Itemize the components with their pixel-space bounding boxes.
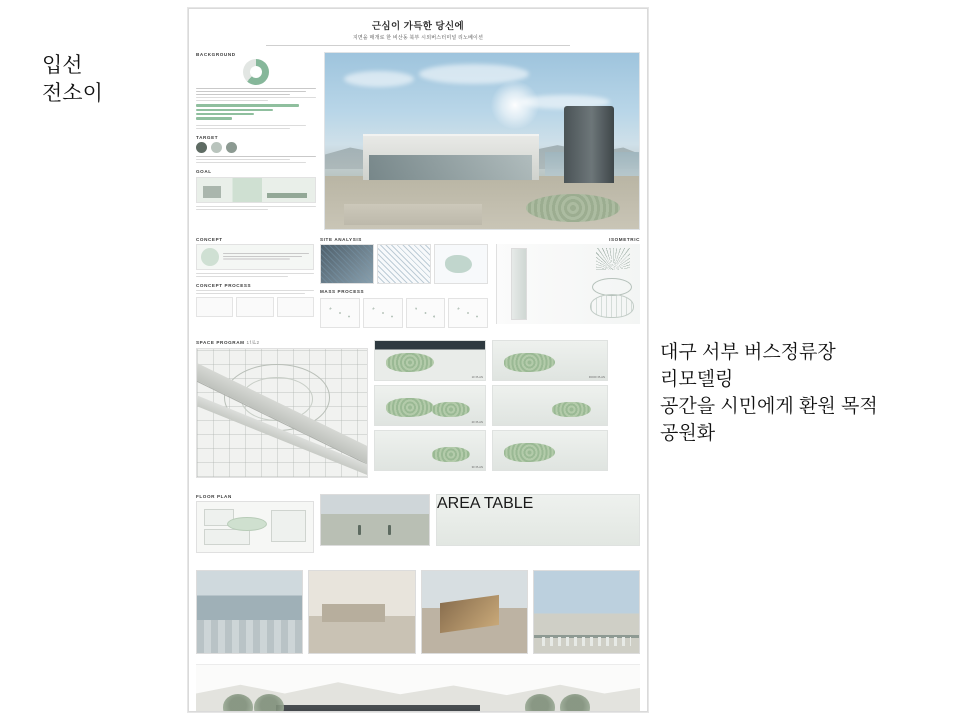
poster-image xyxy=(188,8,648,712)
right-annotation-line-2: 리모델링 xyxy=(660,368,734,390)
isometric-core-tube xyxy=(511,248,527,320)
right-annotation-line-1: 대구 서부 버스정류장 xyxy=(660,342,836,363)
text-line xyxy=(196,91,306,92)
background-bar-chart xyxy=(196,104,316,120)
target-dot-icon xyxy=(226,142,237,153)
target-dot-icon xyxy=(211,142,222,153)
concept-column xyxy=(196,237,314,317)
poster-row-floor-plan xyxy=(196,494,640,560)
floor-plan-oval-feature xyxy=(227,517,266,531)
text-line xyxy=(196,290,314,291)
node-diagram xyxy=(410,302,442,324)
floor-plan-column xyxy=(196,494,314,553)
text-line xyxy=(196,162,306,163)
green-area-shape xyxy=(552,402,591,418)
thumb-caption: ROOF PLAN xyxy=(588,375,605,379)
concept-process-steps xyxy=(196,297,314,317)
text-line xyxy=(196,94,290,95)
render-photo xyxy=(196,570,303,654)
background-donut-chart xyxy=(243,59,269,85)
text-line xyxy=(196,128,290,129)
text-line xyxy=(196,276,288,277)
program-plan-thumb xyxy=(374,385,486,426)
elevation-drawing xyxy=(196,664,640,712)
space-program-label: SPACE PROGRAM xyxy=(196,340,245,345)
concept-text-lines xyxy=(223,253,309,262)
isometric-spiral-shape xyxy=(590,294,634,318)
text-line xyxy=(196,209,268,210)
program-plan-thumb xyxy=(492,385,608,426)
text-line xyxy=(196,206,316,207)
program-thumbs-column-b xyxy=(492,340,640,475)
isometric-burst-icon xyxy=(596,248,630,270)
tree-crown xyxy=(223,694,253,712)
thumb-caption: 2F PLAN xyxy=(471,420,483,424)
plaza-paving xyxy=(344,204,482,225)
text-line xyxy=(196,156,316,157)
render-photo xyxy=(421,570,528,654)
section-label-concept-process: CONCEPT PROCESS xyxy=(196,283,252,289)
mass-process-step xyxy=(406,298,446,328)
text-line xyxy=(223,256,302,257)
mass-process-row xyxy=(320,298,488,328)
elevation-building-mass xyxy=(276,705,480,712)
chart-bar xyxy=(196,104,299,106)
person-silhouette xyxy=(358,525,361,535)
text-line xyxy=(223,258,290,259)
program-plan-thumb xyxy=(492,340,608,381)
render-photo-strip xyxy=(196,570,640,654)
poster-row-background-hero xyxy=(196,52,640,230)
right-annotation xyxy=(660,340,960,448)
section-label-background: BACKGROUND xyxy=(196,52,236,57)
person-silhouette xyxy=(388,525,391,535)
interior-render-thumb xyxy=(320,494,430,546)
node-diagram xyxy=(452,302,484,324)
section-label-mass-process: MASS PROCESS xyxy=(320,289,365,294)
mass-process-step xyxy=(363,298,403,328)
concept-circle-icon xyxy=(201,248,219,266)
tree-crown xyxy=(560,694,590,712)
program-plan-thumb xyxy=(436,494,640,546)
green-area-shape xyxy=(386,398,434,418)
site-analysis-grid xyxy=(320,244,488,284)
tree-crown xyxy=(525,694,555,712)
right-annotation-line-3: 공간을 시민에게 환원 목적 xyxy=(660,395,878,417)
render-photo xyxy=(533,570,640,654)
concept-process-step xyxy=(236,297,273,317)
target-dot-icon xyxy=(196,142,207,153)
lawn-amphitheatre xyxy=(526,194,620,222)
green-area-shape xyxy=(445,255,472,273)
tree-icon xyxy=(560,694,590,712)
floor-plan-room xyxy=(271,510,306,542)
hatch-overlay xyxy=(321,245,373,283)
poster-row-concept-site-iso xyxy=(196,237,640,333)
render-photo xyxy=(308,570,415,654)
program-plan-thumb xyxy=(374,340,486,381)
text-line xyxy=(196,159,290,160)
text-line xyxy=(196,88,316,89)
green-area-shape xyxy=(504,353,554,373)
left-annotation xyxy=(42,52,182,109)
tree-crown xyxy=(254,694,284,712)
concept-diagram xyxy=(196,244,314,270)
tree-icon xyxy=(254,694,284,712)
poster-title: 근심이 가득한 당신에 xyxy=(371,21,465,32)
building-glazing xyxy=(369,155,532,180)
program-plan-thumb xyxy=(492,430,608,471)
title-divider xyxy=(266,45,570,46)
section-label-concept: CONCEPT xyxy=(196,237,223,242)
text-line xyxy=(196,293,305,294)
space-program-column xyxy=(196,340,368,478)
green-area-shape xyxy=(386,353,434,373)
site-analysis-tile xyxy=(434,244,488,284)
hatch-overlay xyxy=(378,245,430,283)
poster-subtitle: 지면을 매개로 한 비산동 북부 시외버스터미널 리노베이션 xyxy=(352,35,484,41)
hero-rendering xyxy=(324,52,640,230)
text-line xyxy=(196,100,268,101)
right-annotation-line-4: 공원화 xyxy=(660,422,716,444)
node-diagram xyxy=(367,302,399,324)
program-thumbs-column-a xyxy=(374,340,486,475)
text-line xyxy=(196,273,314,274)
cloud-shape xyxy=(344,71,414,87)
chart-bar xyxy=(196,109,273,111)
poster-row-space-program xyxy=(196,340,640,488)
background-column xyxy=(196,52,316,212)
section-label-floor-plan: FLOOR PLAN xyxy=(196,494,232,499)
concept-process-step xyxy=(196,297,233,317)
concept-process-step xyxy=(277,297,314,317)
section-label-space-program xyxy=(196,340,368,346)
mass-process-step xyxy=(448,298,488,328)
chart-bar xyxy=(196,113,254,115)
chart-bar xyxy=(196,117,232,119)
site-analysis-tile xyxy=(377,244,431,284)
left-annotation-line-1: 입선 xyxy=(42,54,83,77)
floor-plan-room xyxy=(204,529,250,545)
text-line xyxy=(223,253,309,254)
thumb-caption: AREA TABLE xyxy=(437,495,534,512)
tree-icon xyxy=(525,694,555,712)
target-icons xyxy=(196,142,316,153)
node-diagram xyxy=(324,302,356,324)
program-plan-extra-column xyxy=(436,494,640,546)
thumb-caption: 1F PLAN xyxy=(471,375,483,379)
program-plan-thumb xyxy=(374,430,486,471)
space-program-label-suffix: 1f로2 xyxy=(246,340,260,345)
section-label-isometric: ISOMETRIC xyxy=(609,237,640,242)
sun-glow xyxy=(491,81,539,129)
isometric-diagram-top xyxy=(496,244,640,324)
left-annotation-line-2: 전소이 xyxy=(42,82,103,106)
isometric-column xyxy=(496,237,640,324)
mass-process-step xyxy=(320,298,360,328)
green-area-shape xyxy=(432,402,469,418)
text-line xyxy=(196,125,306,126)
thumb-caption: 3F PLAN xyxy=(471,465,483,469)
tower-volume xyxy=(564,106,614,183)
section-label-goal: GOAL xyxy=(196,169,212,175)
green-area-shape xyxy=(504,443,554,463)
section-label-site-analysis: SITE ANALYSIS xyxy=(320,237,362,242)
text-line xyxy=(196,97,316,98)
site-analysis-tile xyxy=(320,244,374,284)
site-plan-drawing xyxy=(196,348,368,478)
goal-diagram xyxy=(196,177,316,203)
floor-plan-drawing xyxy=(196,501,314,553)
section-label-target: TARGET xyxy=(196,134,219,140)
green-area-shape xyxy=(432,447,469,463)
site-analysis-column xyxy=(320,237,488,328)
tree-icon xyxy=(223,694,253,712)
